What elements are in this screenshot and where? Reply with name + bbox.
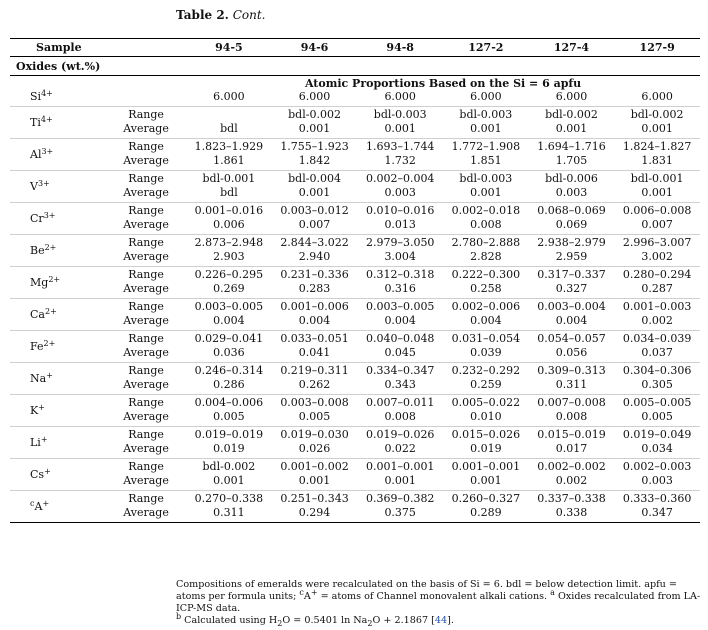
atomic-title: Atomic Proportions Based on the Si = 6 apfu <box>304 76 582 90</box>
value-cell: 0.054–0.057 0.056 <box>529 331 615 363</box>
value-cell: 2.780–2.888 2.828 <box>443 235 529 267</box>
value-cell: 1.755–1.923 1.842 <box>272 139 358 171</box>
value-cell: 0.004–0.006 0.005 <box>186 395 272 427</box>
sample-col-header: 94-6 <box>272 39 358 57</box>
si-value: 6.000 <box>298 90 331 103</box>
ion-label: $Mg^{2+}$ <box>10 267 106 299</box>
si-row <box>10 90 700 107</box>
value-cell: 1.694–1.716 1.705 <box>529 139 615 171</box>
ion-label: Li+ <box>10 427 106 459</box>
sample-col-header: 94-5 <box>186 39 272 57</box>
footnote: Compositions of emeralds were recalculated on the basis of Si = 6. bdl = below detection limit. apfu = atoms per formula units; $^c$A+ = atoms of Channel monovalent alkali cations. $^a$ Oxides recalculated from LA-ICP-MS data. $^b$ Calculated using $H_2O = 0.5401$ $\ln Na_2O + 2.1867$ [44]. <box>176 579 701 628</box>
value-cell: 2.844–3.022 2.940 <box>272 235 358 267</box>
table-row <box>10 395 700 427</box>
value-cell: 0.309–0.313 0.311 <box>529 363 615 395</box>
si-value: 6.000 <box>384 90 416 103</box>
stat-labels: Range Average <box>106 491 186 523</box>
stat-labels: Range Average <box>106 235 186 267</box>
value-cell: bdl-0.002 0.001 <box>186 459 272 491</box>
si-value: 6.000 <box>213 90 245 103</box>
ion-label: $V^{3+}$ <box>10 171 106 203</box>
stat-labels: Range Average <box>106 267 186 299</box>
sample-col-header: 94-8 <box>357 39 443 57</box>
emerald-table <box>10 38 700 523</box>
value-cell: 0.002–0.006 0.004 <box>443 299 529 331</box>
stat-labels: Range Average <box>106 427 186 459</box>
value-cell: 0.019–0.049 0.034 <box>614 427 700 459</box>
value-cell: 0.001–0.002 0.001 <box>272 459 358 491</box>
ion-label: $Ca^{2+}$ <box>10 299 106 331</box>
value-cell: 0.001–0.001 0.001 <box>443 459 529 491</box>
value-cell: 0.068–0.069 0.069 <box>529 203 615 235</box>
ion-label: $^c$A+ <box>10 491 106 523</box>
value-cell: bdl-0.002 0.001 <box>272 107 358 139</box>
stat-labels: Range Average <box>106 203 186 235</box>
stat-labels: Range Average <box>106 331 186 363</box>
value-cell: bdl-0.003 0.001 <box>443 171 529 203</box>
value-cell: 0.002–0.002 0.002 <box>529 459 615 491</box>
value-cell: 0.280–0.294 0.287 <box>614 267 700 299</box>
table-row <box>10 267 700 299</box>
ion-label: $Cr^{3+}$ <box>10 203 106 235</box>
value-cell: 0.333–0.360 0.347 <box>614 491 700 523</box>
table-row <box>10 235 700 267</box>
value-cell: 0.001–0.006 0.004 <box>272 299 358 331</box>
ion-label: Cs+ <box>10 459 106 491</box>
data-rows <box>10 107 700 523</box>
header-row <box>10 39 700 57</box>
table-row <box>10 331 700 363</box>
ion-label: K+ <box>10 395 106 427</box>
value-cell: 0.015–0.026 0.019 <box>443 427 529 459</box>
ion-label: $Si^{4+}$ <box>30 89 53 103</box>
value-cell: 0.219–0.311 0.262 <box>272 363 358 395</box>
value-cell: 0.002–0.003 0.003 <box>614 459 700 491</box>
value-cell: 0.033–0.051 0.041 <box>272 331 358 363</box>
value-cell: 1.824–1.827 1.831 <box>614 139 700 171</box>
value-cell: bdl-0.002 0.001 <box>614 107 700 139</box>
value-cell: 0.002–0.004 0.003 <box>357 171 443 203</box>
table-row <box>10 171 700 203</box>
table-label: Table 2. <box>176 8 229 22</box>
table-row <box>10 363 700 395</box>
stat-labels: Range Average <box>106 139 186 171</box>
value-cell: 0.019–0.026 0.022 <box>357 427 443 459</box>
table-row <box>10 459 700 491</box>
value-cell: bdl-0.003 0.001 <box>443 107 529 139</box>
value-cell: 0.010–0.016 0.013 <box>357 203 443 235</box>
table-row <box>10 203 700 235</box>
reference-link[interactable]: 44 <box>434 615 448 626</box>
oxides-label: Oxides (wt.%) <box>10 57 700 76</box>
table-row <box>10 299 700 331</box>
table-row <box>10 107 700 139</box>
stat-labels: Range Average <box>106 107 186 139</box>
value-cell: 0.001–0.016 0.006 <box>186 203 272 235</box>
value-cell: 0.005–0.022 0.010 <box>443 395 529 427</box>
value-cell: bdl-0.002 0.001 <box>529 107 615 139</box>
value-cell: bdl-0.003 0.001 <box>357 107 443 139</box>
sample-col-header: 127-9 <box>614 39 700 57</box>
value-cell: 0.005–0.005 0.005 <box>614 395 700 427</box>
value-cell: 0.015–0.019 0.017 <box>529 427 615 459</box>
ion-label: $Al^{3+}$ <box>10 139 106 171</box>
value-cell: 0.270–0.338 0.311 <box>186 491 272 523</box>
value-cell: 0.019–0.019 0.019 <box>186 427 272 459</box>
value-cell: bdl-0.001 bdl <box>186 171 272 203</box>
value-cell: 0.001–0.001 0.001 <box>357 459 443 491</box>
value-cell: 0.334–0.347 0.343 <box>357 363 443 395</box>
value-cell: 0.369–0.382 0.375 <box>357 491 443 523</box>
value-cell: bdl-0.004 0.001 <box>272 171 358 203</box>
si-value: 6.000 <box>555 90 588 103</box>
value-cell: 0.337–0.338 0.338 <box>529 491 615 523</box>
value-cell: 0.232–0.292 0.259 <box>443 363 529 395</box>
si-value: 6.000 <box>470 90 502 103</box>
value-cell: 0.260–0.327 0.289 <box>443 491 529 523</box>
value-cell: bdl-0.001 0.001 <box>614 171 700 203</box>
value-cell: 1.823–1.929 1.861 <box>186 139 272 171</box>
table-row <box>10 427 700 459</box>
value-cell: 0.003–0.005 0.004 <box>357 299 443 331</box>
stat-labels: Range Average <box>106 459 186 491</box>
value-cell: 0.231–0.336 0.283 <box>272 267 358 299</box>
value-cell: 0.246–0.314 0.286 <box>186 363 272 395</box>
stat-labels: Range Average <box>106 171 186 203</box>
value-cell: 2.938–2.979 2.959 <box>529 235 615 267</box>
stat-labels: Range Average <box>106 395 186 427</box>
value-cell: 0.040–0.048 0.045 <box>357 331 443 363</box>
value-cell: 0.317–0.337 0.327 <box>529 267 615 299</box>
value-cell: 0.001–0.003 0.002 <box>614 299 700 331</box>
value-cell: 0.251–0.343 0.294 <box>272 491 358 523</box>
sample-col-header: 127-2 <box>443 39 529 57</box>
value-cell: 2.979–3.050 3.004 <box>357 235 443 267</box>
si-value: 6.000 <box>641 90 673 103</box>
value-cell: 0.312–0.318 0.316 <box>357 267 443 299</box>
ion-label: $Fe^{2+}$ <box>10 331 106 363</box>
stat-labels: Range Average <box>106 363 186 395</box>
value-cell: 0.304–0.306 0.305 <box>614 363 700 395</box>
value-cell: bdl-0.006 0.003 <box>529 171 615 203</box>
ion-label: Na+ <box>10 363 106 395</box>
table-row <box>10 139 700 171</box>
value-cell: 0.226–0.295 0.269 <box>186 267 272 299</box>
value-cell: 0.031–0.054 0.039 <box>443 331 529 363</box>
value-cell: 0.003–0.012 0.007 <box>272 203 358 235</box>
ion-label: $Be^{2+}$ <box>10 235 106 267</box>
value-cell: 0.019–0.030 0.026 <box>272 427 358 459</box>
value-cell: 0.002–0.018 0.008 <box>443 203 529 235</box>
value-cell: 0.003–0.008 0.005 <box>272 395 358 427</box>
sample-header: Sample <box>10 39 186 57</box>
value-cell: 0.007–0.011 0.008 <box>357 395 443 427</box>
value-cell: bdl <box>186 107 272 139</box>
table-caption <box>176 8 265 22</box>
stat-labels: Range Average <box>106 299 186 331</box>
value-cell: 2.873–2.948 2.903 <box>186 235 272 267</box>
value-cell: 0.003–0.005 0.004 <box>186 299 272 331</box>
table-cont: Cont. <box>232 8 266 22</box>
value-cell: 0.007–0.008 0.008 <box>529 395 615 427</box>
value-cell: 2.996–3.007 3.002 <box>614 235 700 267</box>
value-cell: 0.222–0.300 0.258 <box>443 267 529 299</box>
value-cell: 0.006–0.008 0.007 <box>614 203 700 235</box>
table-row <box>10 491 700 523</box>
value-cell: 0.003–0.004 0.004 <box>529 299 615 331</box>
sample-col-header: 127-4 <box>529 39 615 57</box>
ion-label: $Ti^{4+}$ <box>10 107 106 139</box>
value-cell: 1.693–1.744 1.732 <box>357 139 443 171</box>
value-cell: 0.034–0.039 0.037 <box>614 331 700 363</box>
value-cell: 0.029–0.041 0.036 <box>186 331 272 363</box>
value-cell: 1.772–1.908 1.851 <box>443 139 529 171</box>
